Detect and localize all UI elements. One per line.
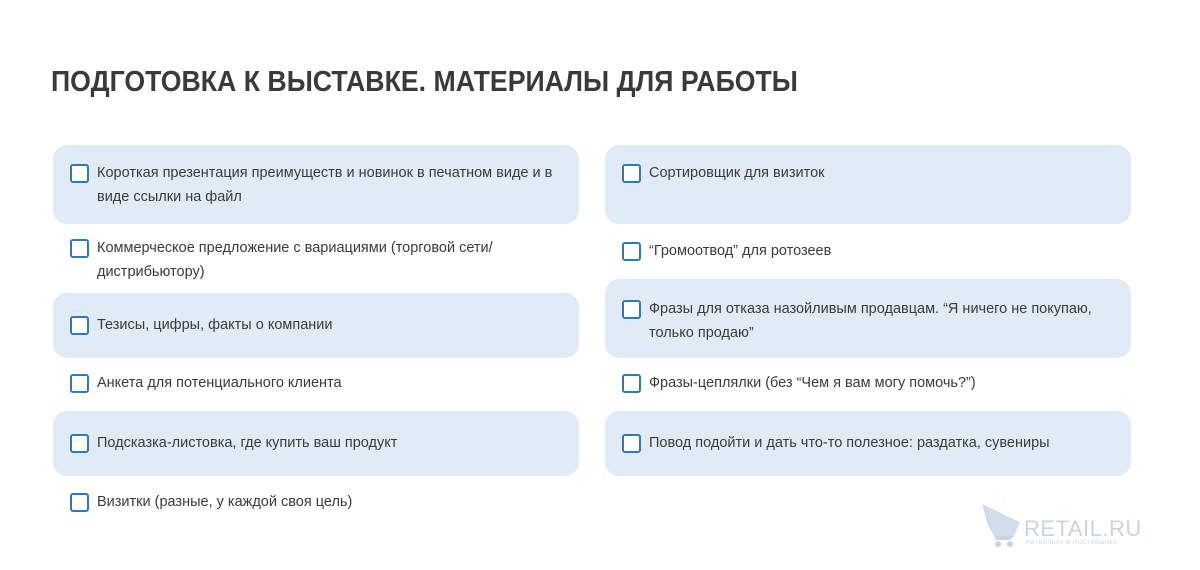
checklist-item-label: Повод подойти и дать что-то полезное: раздатка, сувениры <box>649 435 1050 451</box>
checklist-item-label: Подсказка-листовка, где купить ваш продукт <box>97 435 398 451</box>
checklist-item <box>53 224 579 293</box>
checkbox[interactable] <box>622 434 641 453</box>
checklist-item <box>53 476 579 529</box>
checkbox[interactable] <box>622 300 641 319</box>
checklist-item-label: Тезисы, цифры, факты о компании <box>97 317 333 333</box>
checklist-item <box>53 145 579 224</box>
shopping-cart-icon <box>980 502 1024 548</box>
checkbox[interactable] <box>70 434 89 453</box>
checklist-item-label: “Громоотвод” для ротозеев <box>649 243 832 259</box>
checklist-item <box>605 358 1131 411</box>
checklist-item-label: Фразы для отказа назойливым продавцам. “Я ничего не покупаю, только продаю” <box>649 301 1092 341</box>
checkbox[interactable] <box>70 239 89 258</box>
retail-logo <box>980 502 1140 552</box>
checkbox[interactable] <box>70 316 89 335</box>
page-title: ПОДГОТОВКА К ВЫСТАВКЕ. МАТЕРИАЛЫ ДЛЯ РАБОТЫ <box>51 66 798 98</box>
checklist-item-label: Визитки (разные, у каждой своя цель) <box>97 494 353 510</box>
checkbox[interactable] <box>622 242 641 261</box>
checkbox[interactable] <box>622 374 641 393</box>
logo-text: RETAIL.RU <box>1024 516 1142 541</box>
checkbox[interactable] <box>622 164 641 183</box>
checklist-right-column <box>605 145 1131 476</box>
checklist-item <box>53 293 579 358</box>
checklist-item <box>53 411 579 476</box>
checklist-item <box>605 279 1131 358</box>
checklist-item-label: Фразы-цеплялки (без “Чем я вам могу помочь?”) <box>649 375 976 391</box>
checklist-item <box>53 358 579 411</box>
checklist-item <box>605 224 1131 279</box>
checklist-left-column <box>53 145 579 529</box>
checklist-item-label: Анкета для потенциального клиента <box>97 375 342 391</box>
checklist-item-label: Короткая презентация преимуществ и новинок в печатном виде и в виде ссылки на файл <box>97 165 553 205</box>
checklist-item-label: Сортировщик для визиток <box>649 165 825 181</box>
logo-subtext: РИТЕЙЛЕРУ И ПОСТАВЩИКУ <box>1026 540 1118 546</box>
checklist-item <box>605 145 1131 224</box>
checkbox[interactable] <box>70 164 89 183</box>
checkbox[interactable] <box>70 374 89 393</box>
checklist-item <box>605 411 1131 476</box>
checklist-item-label: Коммерческое предложение с вариациями (торговой сети/дистрибьютору) <box>97 240 493 280</box>
checkbox[interactable] <box>70 493 89 512</box>
